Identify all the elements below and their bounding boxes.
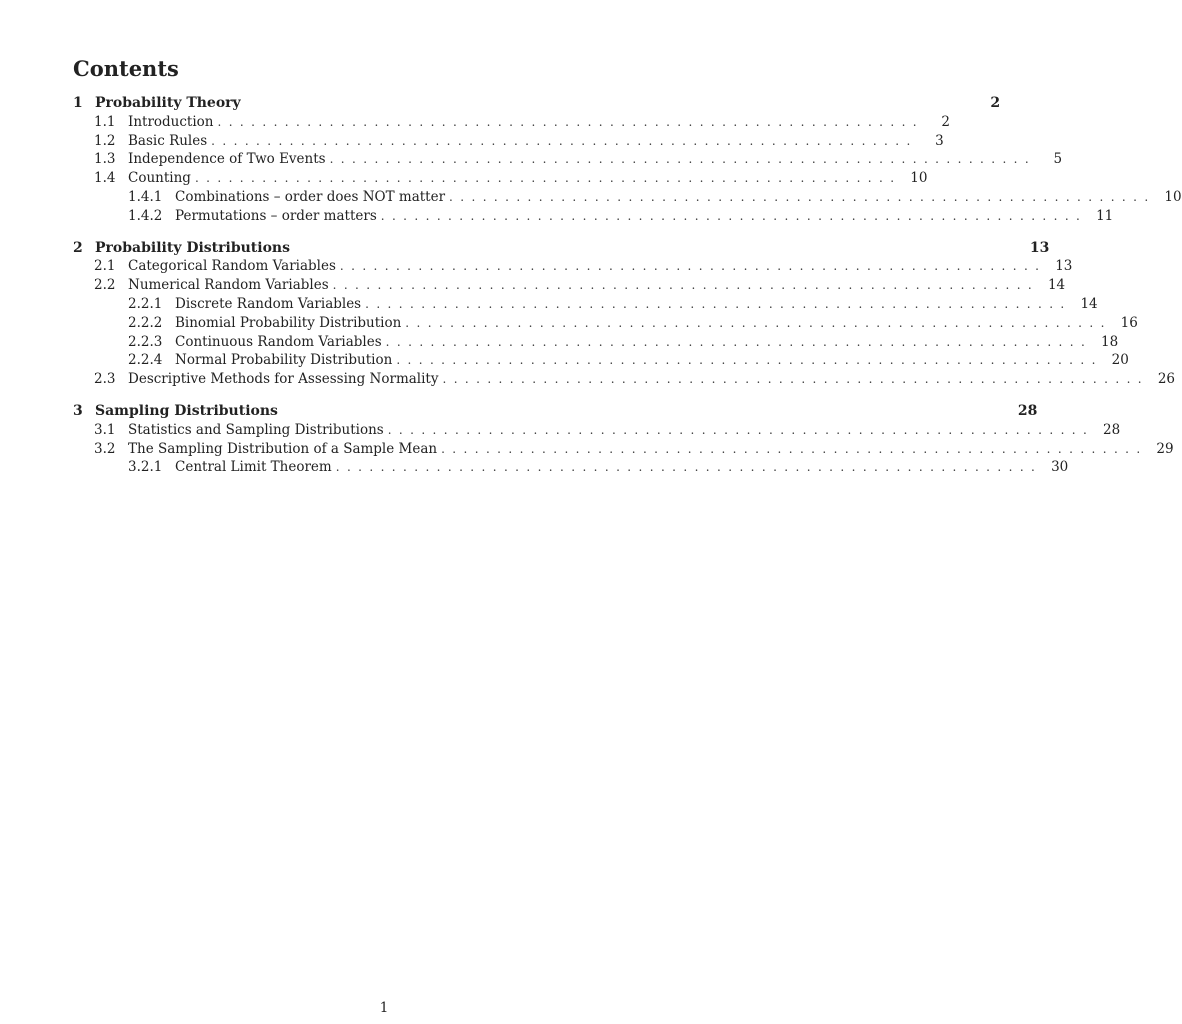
toc-section-entry[interactable] [73, 257, 1073, 276]
table-of-contents [73, 94, 1182, 490]
chapter-number: 3 [73, 402, 83, 419]
dot-leader: ............................................................... [396, 353, 1103, 368]
toc-subsection-entry[interactable] [73, 188, 1182, 207]
toc-heading: Contents [73, 56, 179, 81]
page-number: 10 [910, 170, 928, 187]
toc-section-entry[interactable] [73, 150, 1063, 169]
section-number: 3.2 [94, 440, 116, 457]
dot-leader: ............................................................... [194, 171, 902, 186]
toc-subsection-entry[interactable] [73, 333, 1119, 352]
section-title: Categorical Random Variables [128, 258, 336, 275]
dot-leader: ............................................................... [441, 441, 1148, 456]
section-title: The Sampling Distribution of a Sample Mean [128, 440, 438, 457]
toc-chapter [73, 94, 1182, 226]
page-number: 13 [1029, 239, 1050, 256]
section-title: Counting [128, 170, 191, 187]
subsection-number: 3.2.1 [128, 459, 163, 476]
toc-chapter [73, 239, 1175, 389]
page-number: 10 [1164, 188, 1182, 205]
subsection-title: Combinations – order does NOT matter [175, 188, 446, 205]
subsection-title: Permutations – order matters [175, 207, 377, 224]
page-number: 30 [1051, 459, 1069, 476]
chapter-number: 2 [73, 239, 83, 256]
chapter-number: 1 [73, 95, 83, 111]
dot-leader: ............................................................... [387, 422, 1095, 437]
subsection-number: 2.2.1 [128, 295, 163, 312]
dot-leader: ............................................................... [365, 296, 1072, 311]
footer-page-number: 1 [379, 1000, 389, 1016]
page-number: 5 [1053, 151, 1063, 168]
page-number: 20 [1111, 352, 1129, 369]
toc-section-entry[interactable] [73, 169, 928, 188]
section-number: 2.1 [94, 258, 116, 275]
chapter-title: Sampling Distributions [95, 402, 278, 419]
section-title: Statistics and Sampling Distributions [128, 421, 384, 438]
page-number: 18 [1101, 333, 1119, 350]
page-number: 11 [1096, 207, 1114, 224]
page-number: 14 [1047, 277, 1066, 294]
page-number: 28 [1103, 421, 1121, 438]
page-number: 14 [1080, 295, 1098, 312]
page-number: 13 [1055, 258, 1073, 275]
section-title: Descriptive Methods for Assessing Normality [128, 371, 439, 388]
toc-chapter [73, 402, 1174, 477]
page-number: 28 [1017, 402, 1038, 419]
chapter-title: Probability Theory [95, 95, 241, 111]
dot-leader: ............................................................... [380, 208, 1088, 223]
subsection-title: Discrete Random Variables [175, 295, 362, 312]
dot-leader: ............................................................... [442, 372, 1149, 387]
section-number: 1.3 [94, 151, 116, 168]
dot-leader: ............................................................... [329, 152, 1037, 167]
section-number: 1.1 [94, 113, 116, 130]
subsection-number: 2.2.3 [128, 333, 163, 350]
section-title: Independence of Two Events [128, 151, 326, 168]
toc-section-entry[interactable] [73, 113, 951, 132]
toc-subsection-entry[interactable] [73, 458, 1069, 477]
section-number: 1.2 [94, 132, 116, 149]
toc-chapter-entry[interactable] [73, 402, 1038, 421]
dot-leader: ............................................................... [332, 278, 1040, 293]
section-title: Introduction [128, 113, 214, 130]
toc-subsection-entry[interactable] [73, 351, 1129, 370]
dot-leader: ............................................................... [405, 315, 1112, 330]
dot-leader: ............................................................... [449, 189, 1156, 204]
subsection-number: 2.2.2 [128, 314, 163, 331]
toc-section-entry[interactable] [73, 370, 1175, 389]
subsection-number: 2.2.4 [128, 352, 163, 369]
dot-leader: ............................................................... [339, 259, 1047, 274]
dot-leader: ............................................................... [211, 133, 918, 148]
dot-leader: ............................................................... [385, 334, 1093, 349]
chapter-title: Probability Distributions [95, 239, 290, 256]
section-title: Basic Rules [128, 132, 208, 149]
dot-leader: ............................................................... [217, 114, 925, 129]
page-number: 2 [941, 113, 951, 130]
section-title: Numerical Random Variables [128, 277, 329, 294]
toc-section-entry[interactable] [73, 421, 1121, 440]
subsection-title: Normal Probability Distribution [175, 352, 393, 369]
page-number: 16 [1120, 314, 1138, 331]
subsection-title: Central Limit Theorem [175, 459, 332, 476]
page-number: 26 [1157, 371, 1175, 388]
toc-section-entry[interactable] [73, 132, 944, 151]
page-number: 29 [1156, 440, 1174, 457]
section-number: 2.3 [94, 371, 116, 388]
toc-subsection-entry[interactable] [73, 295, 1098, 314]
dot-leader: ............................................................... [335, 460, 1043, 475]
toc-subsection-entry[interactable] [73, 207, 1114, 226]
toc-section-entry[interactable] [73, 440, 1174, 459]
toc-section-entry[interactable] [73, 276, 1066, 295]
section-number: 3.1 [94, 421, 116, 438]
toc-subsection-entry[interactable] [73, 314, 1138, 333]
section-number: 1.4 [94, 170, 116, 187]
page-number: 2 [990, 95, 1001, 111]
subsection-title: Continuous Random Variables [175, 333, 382, 350]
subsection-title: Binomial Probability Distribution [175, 314, 402, 331]
toc-chapter-entry[interactable] [73, 94, 1001, 113]
toc-chapter-entry[interactable] [73, 239, 1050, 258]
section-number: 2.2 [94, 277, 116, 294]
page-number: 3 [935, 132, 944, 149]
subsection-number: 1.4.1 [128, 188, 163, 205]
subsection-number: 1.4.2 [128, 207, 163, 224]
